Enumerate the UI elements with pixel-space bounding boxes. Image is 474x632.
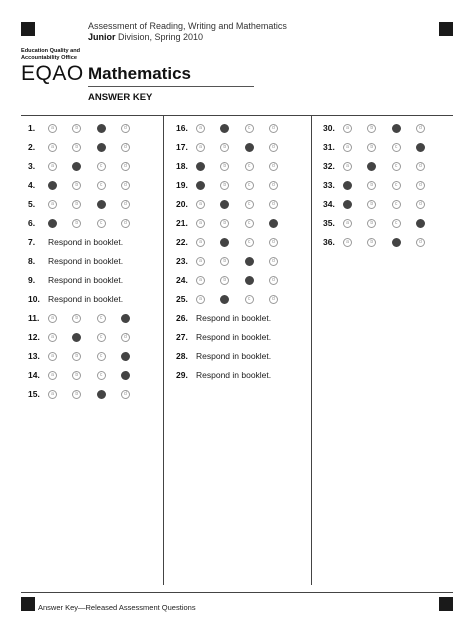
question-number: 1. xyxy=(28,123,36,133)
answer-bubble: c xyxy=(392,162,401,171)
answer-bubble: b xyxy=(367,143,376,152)
question-number: 20. xyxy=(176,199,188,209)
question-number: 32. xyxy=(323,161,335,171)
answer-bubble: b xyxy=(367,238,376,247)
answer-bubble-filled: c xyxy=(245,143,254,152)
answer-bubble-filled: c xyxy=(97,390,106,399)
answer-bubble: c xyxy=(392,143,401,152)
question-number: 24. xyxy=(176,275,188,285)
answer-bubble: a xyxy=(343,238,352,247)
question-row xyxy=(28,255,123,267)
answer-bubble-filled: d xyxy=(121,314,130,323)
answer-bubble: a xyxy=(196,295,205,304)
registration-mark xyxy=(439,597,453,611)
answer-bubble: b xyxy=(72,143,81,152)
question-row xyxy=(323,179,440,191)
respond-in-booklet-text: Respond in booklet. xyxy=(48,256,124,266)
question-row xyxy=(323,141,440,153)
answer-bubble: b xyxy=(72,219,81,228)
answer-bubble: b xyxy=(220,143,229,152)
answer-bubble: c xyxy=(392,219,401,228)
org-name-line1: Education Quality and xyxy=(21,48,81,54)
answer-bubble: a xyxy=(196,124,205,133)
answer-bubble: b xyxy=(72,352,81,361)
answer-bubble: a xyxy=(196,219,205,228)
respond-in-booklet-text: Respond in booklet. xyxy=(196,332,272,342)
table-top-rule xyxy=(21,115,453,116)
answer-bubble-filled: a xyxy=(196,162,205,171)
answer-bubble-filled: d xyxy=(269,219,278,228)
question-row xyxy=(28,160,145,172)
answer-bubble-filled: d xyxy=(121,352,130,361)
answer-bubble: c xyxy=(97,162,106,171)
question-row xyxy=(176,274,293,286)
question-row xyxy=(28,236,123,248)
answer-bubble: b xyxy=(220,257,229,266)
question-number: 33. xyxy=(323,180,335,190)
answer-bubble: c xyxy=(97,352,106,361)
eqao-logo: EQAO xyxy=(21,62,84,85)
division-line xyxy=(88,32,203,42)
answer-bubble: d xyxy=(269,162,278,171)
question-number: 30. xyxy=(323,123,335,133)
column-divider xyxy=(163,115,164,585)
answer-bubble: d xyxy=(269,143,278,152)
answer-bubble: a xyxy=(48,314,57,323)
footer-text: Answer Key—Released Assessment Questions xyxy=(38,603,196,612)
answer-bubble: c xyxy=(245,295,254,304)
answer-bubble-filled: b xyxy=(220,200,229,209)
division-bold: Junior xyxy=(88,32,116,42)
answer-bubble: a xyxy=(48,162,57,171)
answer-bubble: a xyxy=(196,257,205,266)
question-row xyxy=(176,369,271,381)
registration-mark xyxy=(439,22,453,36)
question-number: 3. xyxy=(28,161,36,171)
answer-bubble: a xyxy=(48,124,57,133)
answer-bubble-filled: c xyxy=(97,124,106,133)
question-row xyxy=(176,255,293,267)
answer-bubble: d xyxy=(416,181,425,190)
question-row xyxy=(176,293,293,305)
question-number: 4. xyxy=(28,180,36,190)
answer-bubble: c xyxy=(245,181,254,190)
answer-bubble: d xyxy=(121,390,130,399)
answer-bubble: c xyxy=(245,238,254,247)
question-number: 25. xyxy=(176,294,188,304)
answer-bubble-filled: c xyxy=(97,143,106,152)
answer-bubble-filled: a xyxy=(343,200,352,209)
answer-bubble-filled: b xyxy=(72,333,81,342)
answer-bubble-filled: a xyxy=(48,181,57,190)
answer-bubble: b xyxy=(220,219,229,228)
org-name-line2: Accountability Office xyxy=(21,54,77,61)
answer-bubble: d xyxy=(121,219,130,228)
answer-bubble: d xyxy=(121,143,130,152)
answer-bubble: c xyxy=(97,181,106,190)
question-row xyxy=(28,198,145,210)
answer-bubble: a xyxy=(343,124,352,133)
answer-bubble: d xyxy=(121,124,130,133)
question-number: 13. xyxy=(28,351,40,361)
answer-bubble-filled: b xyxy=(72,162,81,171)
question-row xyxy=(28,331,145,343)
title-rule xyxy=(88,86,254,87)
answer-bubble: d xyxy=(269,200,278,209)
question-row xyxy=(323,198,440,210)
answer-bubble: c xyxy=(97,219,106,228)
question-row xyxy=(28,312,145,324)
answer-bubble-filled: a xyxy=(48,219,57,228)
question-number: 2. xyxy=(28,142,36,152)
answer-bubble: b xyxy=(220,162,229,171)
answer-bubble: b xyxy=(72,200,81,209)
question-number: 9. xyxy=(28,275,36,285)
respond-in-booklet-text: Respond in booklet. xyxy=(48,237,124,247)
answer-bubble: b xyxy=(72,314,81,323)
answer-bubble: a xyxy=(196,143,205,152)
answer-bubble: a xyxy=(48,352,57,361)
answer-bubble: a xyxy=(196,200,205,209)
column-divider xyxy=(311,115,312,585)
question-row xyxy=(28,369,145,381)
answer-bubble: b xyxy=(367,181,376,190)
question-number: 29. xyxy=(176,370,188,380)
answer-bubble: c xyxy=(245,162,254,171)
org-name xyxy=(21,48,80,61)
answer-bubble: d xyxy=(269,181,278,190)
answer-bubble: b xyxy=(72,371,81,380)
answer-bubble: c xyxy=(97,333,106,342)
answer-bubble: d xyxy=(121,181,130,190)
answer-bubble: c xyxy=(245,200,254,209)
question-row xyxy=(323,217,440,229)
answer-bubble: a xyxy=(48,371,57,380)
division-rest: Division, Spring 2010 xyxy=(115,32,204,42)
answer-bubble: a xyxy=(196,276,205,285)
question-row xyxy=(176,179,293,191)
page-subtitle: ANSWER KEY xyxy=(88,92,153,103)
answer-bubble-filled: a xyxy=(343,181,352,190)
answer-bubble: c xyxy=(97,314,106,323)
answer-bubble: b xyxy=(220,181,229,190)
answer-bubble-filled: c xyxy=(392,124,401,133)
answer-bubble: a xyxy=(48,390,57,399)
answer-bubble: b xyxy=(367,124,376,133)
question-number: 35. xyxy=(323,218,335,228)
footer-rule xyxy=(21,592,453,593)
question-number: 15. xyxy=(28,389,40,399)
assessment-title: Assessment of Reading, Writing and Mathematics xyxy=(88,21,287,31)
question-number: 8. xyxy=(28,256,36,266)
question-number: 26. xyxy=(176,313,188,323)
question-row xyxy=(176,141,293,153)
answer-bubble: b xyxy=(220,276,229,285)
answer-bubble: d xyxy=(121,200,130,209)
question-row xyxy=(28,179,145,191)
answer-bubble: c xyxy=(97,371,106,380)
answer-bubble: d xyxy=(121,162,130,171)
answer-bubble: c xyxy=(392,200,401,209)
answer-bubble-filled: a xyxy=(196,181,205,190)
answer-bubble: c xyxy=(392,181,401,190)
question-row xyxy=(323,236,440,248)
answer-bubble: b xyxy=(72,181,81,190)
answer-bubble: a xyxy=(48,200,57,209)
question-number: 17. xyxy=(176,142,188,152)
answer-bubble: d xyxy=(269,295,278,304)
question-row xyxy=(323,122,440,134)
question-number: 23. xyxy=(176,256,188,266)
answer-bubble-filled: c xyxy=(392,238,401,247)
answer-bubble: d xyxy=(416,200,425,209)
question-number: 14. xyxy=(28,370,40,380)
answer-bubble: c xyxy=(245,124,254,133)
respond-in-booklet-text: Respond in booklet. xyxy=(48,294,124,304)
registration-mark xyxy=(21,597,35,611)
question-number: 34. xyxy=(323,199,335,209)
question-row xyxy=(28,274,123,286)
question-row xyxy=(28,122,145,134)
answer-bubble: b xyxy=(72,390,81,399)
question-number: 7. xyxy=(28,237,36,247)
answer-bubble-filled: d xyxy=(416,143,425,152)
answer-bubble: a xyxy=(343,162,352,171)
question-row xyxy=(176,312,271,324)
question-number: 21. xyxy=(176,218,188,228)
question-row xyxy=(176,122,293,134)
page-title: Mathematics xyxy=(88,64,191,83)
respond-in-booklet-text: Respond in booklet. xyxy=(196,370,272,380)
question-number: 12. xyxy=(28,332,40,342)
answer-bubble: a xyxy=(343,219,352,228)
answer-bubble: d xyxy=(416,124,425,133)
answer-bubble: d xyxy=(416,162,425,171)
answer-bubble: d xyxy=(121,333,130,342)
answer-bubble: d xyxy=(269,238,278,247)
question-row xyxy=(28,141,145,153)
answer-bubble: a xyxy=(48,333,57,342)
question-number: 36. xyxy=(323,237,335,247)
question-number: 27. xyxy=(176,332,188,342)
answer-bubble-filled: c xyxy=(245,276,254,285)
question-row xyxy=(176,160,293,172)
question-row xyxy=(28,388,145,400)
question-row xyxy=(176,331,271,343)
answer-bubble: a xyxy=(196,238,205,247)
question-row xyxy=(323,160,440,172)
answer-bubble-filled: b xyxy=(220,238,229,247)
question-number: 31. xyxy=(323,142,335,152)
answer-bubble: a xyxy=(343,143,352,152)
answer-bubble-filled: b xyxy=(367,162,376,171)
answer-bubble: d xyxy=(269,124,278,133)
question-number: 6. xyxy=(28,218,36,228)
answer-bubble: b xyxy=(72,124,81,133)
answer-bubble-filled: c xyxy=(97,200,106,209)
respond-in-booklet-text: Respond in booklet. xyxy=(196,351,272,361)
registration-mark xyxy=(21,22,35,36)
question-number: 5. xyxy=(28,199,36,209)
answer-bubble-filled: c xyxy=(245,257,254,266)
question-row xyxy=(28,217,145,229)
answer-bubble: d xyxy=(416,238,425,247)
question-number: 18. xyxy=(176,161,188,171)
answer-bubble-filled: d xyxy=(416,219,425,228)
question-row xyxy=(28,350,145,362)
question-number: 10. xyxy=(28,294,40,304)
question-row xyxy=(176,198,293,210)
respond-in-booklet-text: Respond in booklet. xyxy=(196,313,272,323)
question-number: 19. xyxy=(176,180,188,190)
answer-bubble-filled: b xyxy=(220,295,229,304)
answer-bubble: d xyxy=(269,257,278,266)
question-number: 28. xyxy=(176,351,188,361)
respond-in-booklet-text: Respond in booklet. xyxy=(48,275,124,285)
question-number: 22. xyxy=(176,237,188,247)
answer-bubble: b xyxy=(367,219,376,228)
answer-bubble: d xyxy=(269,276,278,285)
answer-bubble: b xyxy=(367,200,376,209)
question-number: 11. xyxy=(28,313,40,323)
question-row xyxy=(176,217,293,229)
question-number: 16. xyxy=(176,123,188,133)
question-row xyxy=(176,236,293,248)
question-row xyxy=(28,293,123,305)
answer-bubble-filled: d xyxy=(121,371,130,380)
answer-bubble: c xyxy=(245,219,254,228)
question-row xyxy=(176,350,271,362)
answer-bubble-filled: b xyxy=(220,124,229,133)
answer-bubble: a xyxy=(48,143,57,152)
